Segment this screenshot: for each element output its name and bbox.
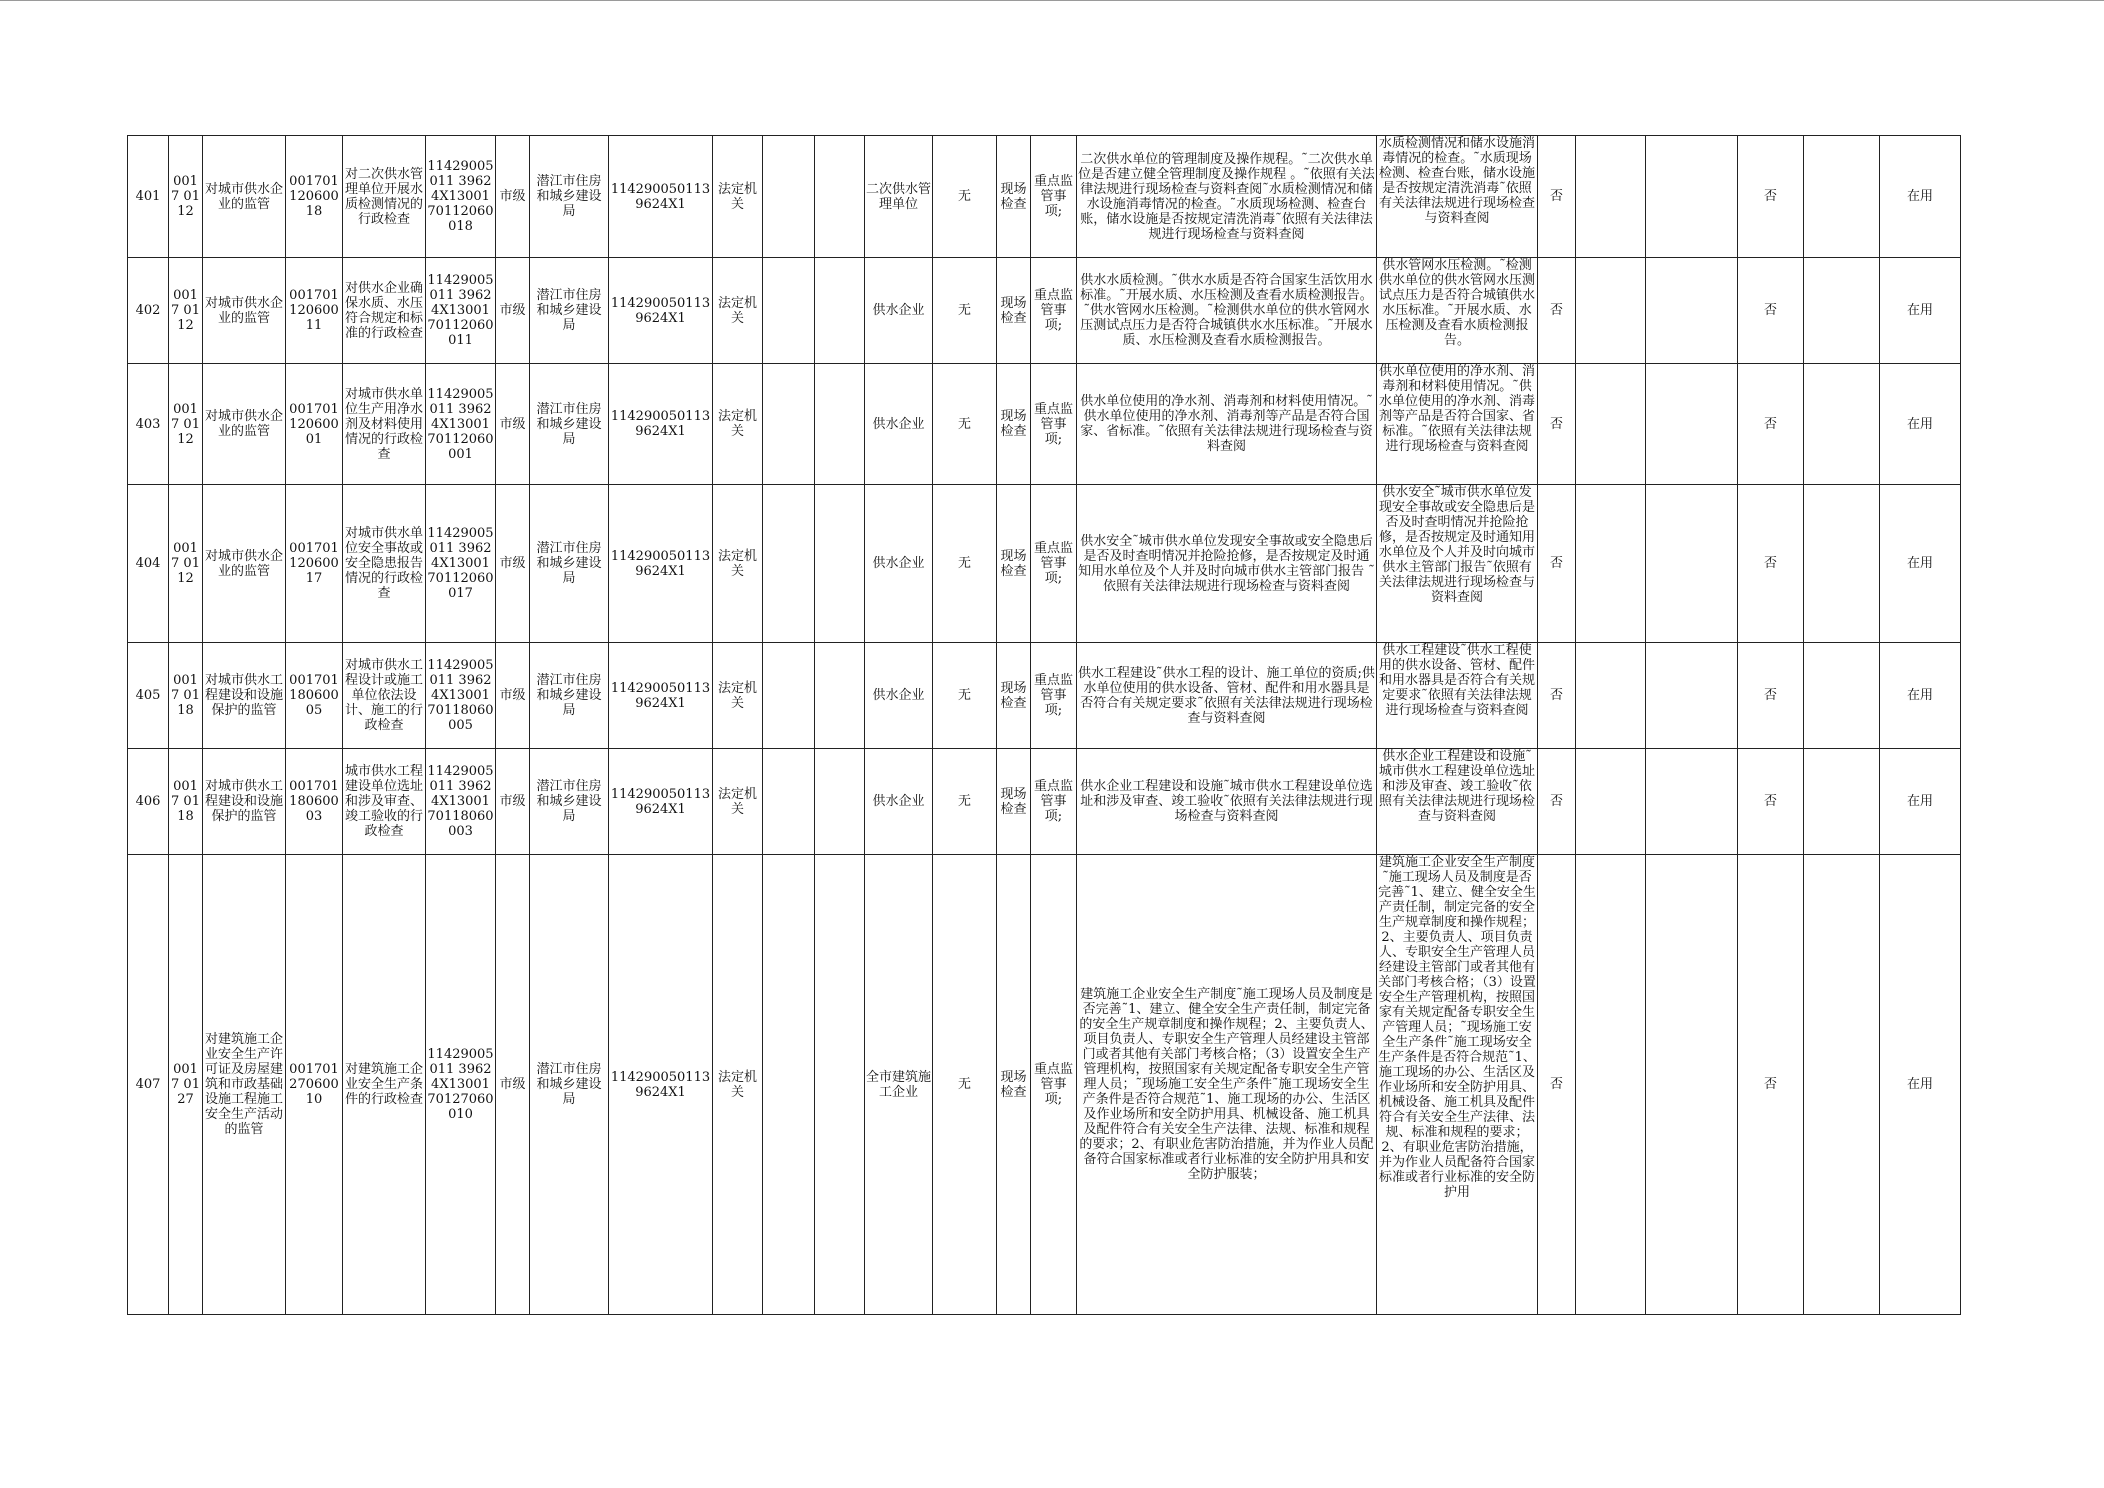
credit-code: 1142900501139624X1 xyxy=(609,485,713,643)
category-code: 0017 0112 xyxy=(169,364,203,485)
inspection-method: 现场检查 xyxy=(997,485,1031,643)
admin-level: 市级 xyxy=(496,749,530,855)
category-code: 0017 0118 xyxy=(169,643,203,749)
blank-cell xyxy=(1576,643,1646,749)
admin-level: 市级 xyxy=(496,855,530,1315)
supervision-category: 对城市供水企业的监管 xyxy=(203,364,286,485)
agency-nature: 法定机关 xyxy=(713,855,763,1315)
blank-cell xyxy=(1804,364,1880,485)
agency-nature: 法定机关 xyxy=(713,364,763,485)
blank-cell xyxy=(1646,258,1738,364)
row-number: 402 xyxy=(128,258,169,364)
row-number: 403 xyxy=(128,364,169,485)
blank-cell xyxy=(1576,855,1646,1315)
inspection-item: 对二次供水管理单位开展水质检测情况的行政检查 xyxy=(343,136,426,258)
category-code: 0017 0127 xyxy=(169,855,203,1315)
inspection-item: 城市供水工程建设单位选址和涉及审查、竣工验收的行政检查 xyxy=(343,749,426,855)
inspection-object: 供水企业 xyxy=(865,258,933,364)
blank-cell xyxy=(815,485,865,643)
inspection-object: 全市建筑施工企业 xyxy=(865,855,933,1315)
focus-item: 重点监管事项; xyxy=(1031,855,1077,1315)
flag-cell: 否 xyxy=(1538,749,1576,855)
row-number: 401 xyxy=(128,136,169,258)
inspection-method: 现场检查 xyxy=(997,749,1031,855)
blank-cell xyxy=(815,855,865,1315)
blank-cell xyxy=(1646,855,1738,1315)
implementation-code: 11429005011 39624X1300170112060001 xyxy=(426,364,496,485)
admin-level: 市级 xyxy=(496,364,530,485)
blank-cell xyxy=(1804,258,1880,364)
implementation-code: 11429005011 39624X1300170112060018 xyxy=(426,136,496,258)
blank-cell xyxy=(1576,136,1646,258)
flag-cell: 否 xyxy=(1538,364,1576,485)
row-number: 404 xyxy=(128,485,169,643)
item-code: 00170112060001 xyxy=(286,364,343,485)
blank-cell xyxy=(1804,485,1880,643)
inspection-content: 供水工程建设˜供水工程的设计、施工单位的资质;供水单位使用的供水设备、管材、配件和用水器具是否符合有关规定要求˜依照有关法律法规进行现场检查与资料查阅 xyxy=(1077,643,1377,749)
inspection-standard: 供水安全˜城市供水单位发现安全事故或安全隐患后是否及时查明情况并抢险抢修，是否按规定及时通知用水单位及个人并及时向城市供水主管部门报告˜依照有关法律法规进行现场检查与资料查阅 xyxy=(1377,485,1538,643)
status-cell: 在用 xyxy=(1880,258,1961,364)
department: 潜江市住房和城乡建设局 xyxy=(530,855,609,1315)
blank-cell xyxy=(763,749,815,855)
supervision-category: 对城市供水工程建设和设施保护的监管 xyxy=(203,749,286,855)
blank-cell xyxy=(1576,258,1646,364)
page-top-rule xyxy=(0,0,2104,1)
inspection-content: 供水水质检测。˜供水水质是否符合国家生活饮用水标准。˜开展水质、水压检测及查看水质检测报告。˜供水管网水压检测。˜检测供水单位的供水管网水压测试点压力是否符合城镇供水水压标准。˜开展水质、水压检测及查看水质检测报告。 xyxy=(1077,258,1377,364)
implementation-code: 11429005011 39624X1300170118060003 xyxy=(426,749,496,855)
inspection-method: 现场检查 xyxy=(997,855,1031,1315)
item-code: 00170112060018 xyxy=(286,136,343,258)
agency-nature: 法定机关 xyxy=(713,485,763,643)
flag-cell: 否 xyxy=(1738,643,1804,749)
status-cell: 在用 xyxy=(1880,749,1961,855)
basis-flag: 无 xyxy=(933,136,997,258)
inspection-method: 现场检查 xyxy=(997,136,1031,258)
blank-cell xyxy=(763,485,815,643)
department: 潜江市住房和城乡建设局 xyxy=(530,136,609,258)
inspection-content: 建筑施工企业安全生产制度˜施工现场人员及制度是否完善˜1、建立、健全安全生产责任制，制定完备的安全生产规章制度和操作规程；2、主要负责人、项目负责人、专职安全生产管理人员经建设主管部门或者其他有关部门考核合格；（3）设置安全生产管理机构，按照国家有关规定配备专职安全生产管理人员；˜现场施工安全生产条件˜施工现场安全生产条件是否符合规范˜1、施工现场的办公、生活区及作业场所和安全防护用具、机械设备、施工机具及配件符合有关安全生产法律、法规、标准和规程的要求；2、有职业危害防治措施，并为作业人员配备符合国家标准或者行业标准的安全防护用具和安全防护服装； xyxy=(1077,855,1377,1315)
item-code: 00170118060005 xyxy=(286,643,343,749)
blank-cell xyxy=(1576,364,1646,485)
credit-code: 1142900501139624X1 xyxy=(609,364,713,485)
status-cell: 在用 xyxy=(1880,643,1961,749)
blank-cell xyxy=(1646,749,1738,855)
item-code: 00170118060003 xyxy=(286,749,343,855)
category-code: 0017 0112 xyxy=(169,258,203,364)
item-code: 00170112060011 xyxy=(286,258,343,364)
flag-cell: 否 xyxy=(1738,485,1804,643)
flag-cell: 否 xyxy=(1738,258,1804,364)
inspection-standard: 供水管网水压检测。˜检测供水单位的供水管网水压测试点压力是否符合城镇供水水压标准。˜开展水质、水压检测及查看水质检测报告。 xyxy=(1377,258,1538,364)
inspection-item: 对城市供水工程设计或施工单位依法设计、施工的行政检查 xyxy=(343,643,426,749)
credit-code: 1142900501139624X1 xyxy=(609,749,713,855)
row-number: 407 xyxy=(128,855,169,1315)
implementation-code: 11429005011 39624X1300170112060017 xyxy=(426,485,496,643)
inspection-content: 供水单位使用的净水剂、消毒剂和材料使用情况。˜供水单位使用的净水剂、消毒剂等产品是否符合国家、省标准。˜依照有关法律法规进行现场检查与资料查阅 xyxy=(1077,364,1377,485)
status-cell: 在用 xyxy=(1880,485,1961,643)
basis-flag: 无 xyxy=(933,643,997,749)
category-code: 0017 0112 xyxy=(169,485,203,643)
inspection-standard: 水质检测情况和储水设施消毒情况的检查。˜水质现场检测、检查台账，储水设施是否按规定清洗消毒˜依照有关法律法规进行现场检查与资料查阅 xyxy=(1377,136,1538,258)
table-row xyxy=(128,258,1961,364)
supervision-items-table xyxy=(127,135,1961,1315)
focus-item: 重点监管事项; xyxy=(1031,136,1077,258)
table-row xyxy=(128,485,1961,643)
implementation-code: 11429005011 39624X1300170127060010 xyxy=(426,855,496,1315)
blank-cell xyxy=(1576,485,1646,643)
row-number: 405 xyxy=(128,643,169,749)
agency-nature: 法定机关 xyxy=(713,749,763,855)
inspection-content: 供水安全˜城市供水单位发现安全事故或安全隐患后是否及时查明情况并抢险抢修，是否按规定及时通知用水单位及个人并及时向城市供水主管部门报告 ˜依照有关法律法规进行现场检查与资料查阅 xyxy=(1077,485,1377,643)
table-row xyxy=(128,364,1961,485)
credit-code: 1142900501139624X1 xyxy=(609,258,713,364)
inspection-item: 对供水企业确保水质、水压符合规定和标准的行政检查 xyxy=(343,258,426,364)
flag-cell: 否 xyxy=(1738,364,1804,485)
blank-cell xyxy=(815,643,865,749)
blank-cell xyxy=(1804,643,1880,749)
flag-cell: 否 xyxy=(1738,749,1804,855)
implementation-code: 11429005011 39624X1300170118060005 xyxy=(426,643,496,749)
agency-nature: 法定机关 xyxy=(713,258,763,364)
supervision-category: 对城市供水企业的监管 xyxy=(203,258,286,364)
blank-cell xyxy=(1646,485,1738,643)
table-row xyxy=(128,855,1961,1315)
department: 潜江市住房和城乡建设局 xyxy=(530,643,609,749)
flag-cell: 否 xyxy=(1738,136,1804,258)
admin-level: 市级 xyxy=(496,643,530,749)
item-code: 00170112060017 xyxy=(286,485,343,643)
flag-cell: 否 xyxy=(1538,643,1576,749)
blank-cell xyxy=(1646,364,1738,485)
inspection-object: 二次供水管理单位 xyxy=(865,136,933,258)
inspection-object: 供水企业 xyxy=(865,485,933,643)
blank-cell xyxy=(1576,749,1646,855)
supervision-category: 对城市供水企业的监管 xyxy=(203,136,286,258)
basis-flag: 无 xyxy=(933,749,997,855)
inspection-standard: 供水企业工程建设和设施˜城市供水工程建设单位选址和涉及审查、竣工验收˜依照有关法律法规进行现场检查与资料查阅 xyxy=(1377,749,1538,855)
table-row xyxy=(128,136,1961,258)
basis-flag: 无 xyxy=(933,364,997,485)
blank-cell xyxy=(763,136,815,258)
flag-cell: 否 xyxy=(1538,136,1576,258)
row-number: 406 xyxy=(128,749,169,855)
flag-cell: 否 xyxy=(1538,855,1576,1315)
focus-item: 重点监管事项; xyxy=(1031,364,1077,485)
department: 潜江市住房和城乡建设局 xyxy=(530,485,609,643)
blank-cell xyxy=(1804,749,1880,855)
blank-cell xyxy=(1804,136,1880,258)
blank-cell xyxy=(763,643,815,749)
department: 潜江市住房和城乡建设局 xyxy=(530,749,609,855)
inspection-object: 供水企业 xyxy=(865,643,933,749)
basis-flag: 无 xyxy=(933,485,997,643)
flag-cell: 否 xyxy=(1538,485,1576,643)
inspection-content: 二次供水单位的管理制度及操作规程。˜二次供水单位是否建立健全管理制度及操作规程 。˜依照有关法律法规进行现场检查与资料查阅˜水质检测情况和储水设施消毒情况的检查。˜水质现场检测、检查台账，储水设施是否按规定清洗消毒˜依照有关法律法规进行现场检查与资料查阅 xyxy=(1077,136,1377,258)
blank-cell xyxy=(1646,643,1738,749)
inspection-standard: 供水单位使用的净水剂、消毒剂和材料使用情况。˜供水单位使用的净水剂、消毒剂等产品是否符合国家、省标准。˜依照有关法律法规进行现场检查与资料查阅 xyxy=(1377,364,1538,485)
item-code: 00170127060010 xyxy=(286,855,343,1315)
inspection-item: 对建筑施工企业安全生产条件的行政检查 xyxy=(343,855,426,1315)
inspection-object: 供水企业 xyxy=(865,364,933,485)
focus-item: 重点监管事项; xyxy=(1031,485,1077,643)
department: 潜江市住房和城乡建设局 xyxy=(530,364,609,485)
agency-nature: 法定机关 xyxy=(713,136,763,258)
status-cell: 在用 xyxy=(1880,855,1961,1315)
blank-cell xyxy=(815,136,865,258)
admin-level: 市级 xyxy=(496,485,530,643)
inspection-object: 供水企业 xyxy=(865,749,933,855)
supervision-category: 对城市供水工程建设和设施保护的监管 xyxy=(203,643,286,749)
inspection-standard: 建筑施工企业安全生产制度˜施工现场人员及制度是否完善˜1、建立、健全安全生产责任制，制定完备的安全生产规章制度和操作规程；2、主要负责人、项目负责人、专职安全生产管理人员经建设主管部门或者其他有关部门考核合格；（3）设置安全生产管理机构，按照国家有关规定配备专职安全生产管理人员；˜现场施工安全生产条件˜施工现场安全生产条件是否符合规范˜1、施工现场的办公、生活区及作业场所和安全防护用具、机械设备、施工机具及配件符合有关安全生产法律、法规、标准和规程的要求；2、有职业危害防治措施，并为作业人员配备符合国家标准或者行业标准的安全防护用 xyxy=(1377,855,1538,1315)
status-cell: 在用 xyxy=(1880,136,1961,258)
table-row xyxy=(128,749,1961,855)
agency-nature: 法定机关 xyxy=(713,643,763,749)
flag-cell: 否 xyxy=(1538,258,1576,364)
flag-cell: 否 xyxy=(1738,855,1804,1315)
blank-cell xyxy=(763,364,815,485)
focus-item: 重点监管事项; xyxy=(1031,643,1077,749)
inspection-item: 对城市供水单位生产用净水剂及材料使用情况的行政检查 xyxy=(343,364,426,485)
admin-level: 市级 xyxy=(496,136,530,258)
category-code: 0017 0112 xyxy=(169,136,203,258)
category-code: 0017 0118 xyxy=(169,749,203,855)
inspection-item: 对城市供水单位安全事故或安全隐患报告情况的行政检查 xyxy=(343,485,426,643)
blank-cell xyxy=(763,258,815,364)
credit-code: 1142900501139624X1 xyxy=(609,855,713,1315)
blank-cell xyxy=(815,749,865,855)
status-cell: 在用 xyxy=(1880,364,1961,485)
blank-cell xyxy=(815,364,865,485)
blank-cell xyxy=(1804,855,1880,1315)
basis-flag: 无 xyxy=(933,258,997,364)
supervision-category: 对建筑施工企业安全生产许可证及房屋建筑和市政基础设施工程施工安全生产活动的监管 xyxy=(203,855,286,1315)
focus-item: 重点监管事项; xyxy=(1031,749,1077,855)
inspection-standard: 供水工程建设˜供水工程使用的供水设备、管材、配件和用水器具是否符合有关规定要求˜依照有关法律法规进行现场检查与资料查阅 xyxy=(1377,643,1538,749)
blank-cell xyxy=(763,855,815,1315)
supervision-category: 对城市供水企业的监管 xyxy=(203,485,286,643)
credit-code: 1142900501139624X1 xyxy=(609,136,713,258)
blank-cell xyxy=(1646,136,1738,258)
inspection-method: 现场检查 xyxy=(997,643,1031,749)
focus-item: 重点监管事项; xyxy=(1031,258,1077,364)
basis-flag: 无 xyxy=(933,855,997,1315)
blank-cell xyxy=(815,258,865,364)
implementation-code: 11429005011 39624X1300170112060011 xyxy=(426,258,496,364)
inspection-method: 现场检查 xyxy=(997,364,1031,485)
inspection-method: 现场检查 xyxy=(997,258,1031,364)
inspection-content: 供水企业工程建设和设施˜城市供水工程建设单位选址和涉及审查、竣工验收˜依照有关法律法规进行现场检查与资料查阅 xyxy=(1077,749,1377,855)
table-row xyxy=(128,643,1961,749)
credit-code: 1142900501139624X1 xyxy=(609,643,713,749)
department: 潜江市住房和城乡建设局 xyxy=(530,258,609,364)
admin-level: 市级 xyxy=(496,258,530,364)
